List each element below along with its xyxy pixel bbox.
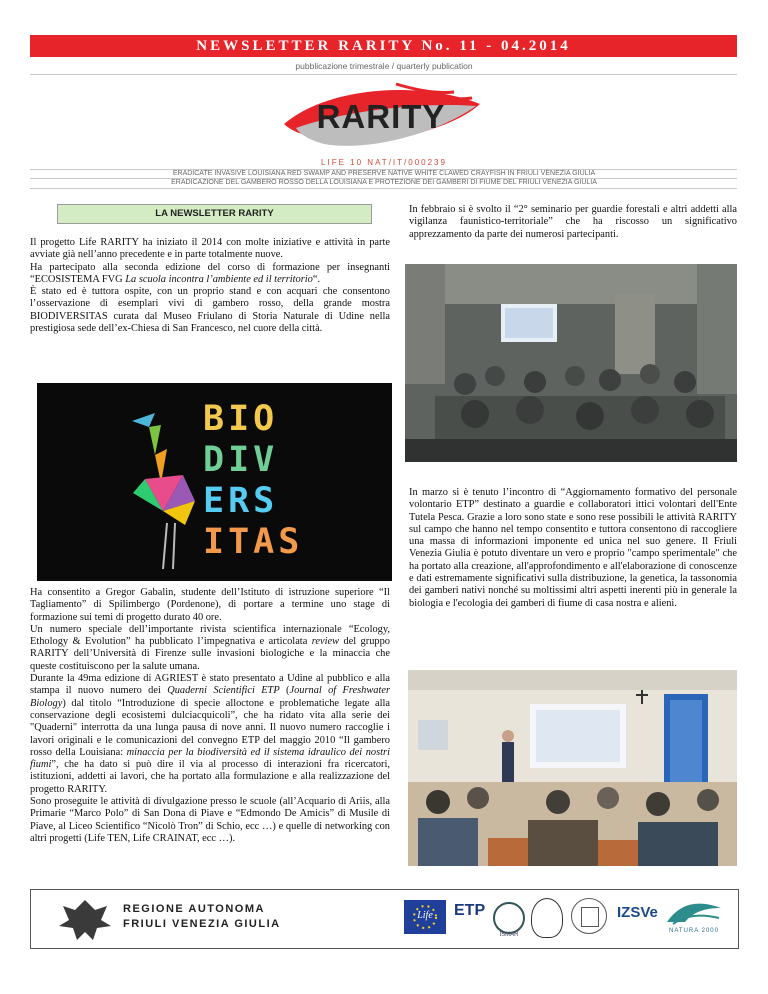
rarity-logo-text: RARITY [316, 98, 446, 135]
poster-line: DIV [203, 440, 279, 480]
left-main-text [30, 587, 390, 845]
paragraph: Sono proseguite le attività di divulgazione presso le scuole (all’Acquario di Ariis, alla Primarie “Marco Polo” di San Dona di Piave e “Edmondo De Amicis” di Musile di Piave, al Liceo Scientifico “Nicolò Tron” di Schio, ecc …) e quelle di networking con altri progetti (Life TEN, Life CRAINAT, ecc …). [30, 796, 390, 844]
ismar-logo: ISMAR [493, 902, 525, 934]
emphasis: review [311, 636, 340, 648]
publication-subtitle: pubblicazione trimestrale / quarterly publication [295, 61, 473, 71]
partner-logos-footer [30, 889, 739, 949]
poster-line: BIO [203, 399, 279, 439]
poster-line: ITAS [203, 522, 304, 562]
tagline-english: ERADICATE INVASIVE LOUISIANA RED SWAMP AND PRESERVE NATIVE WHITE CLAWED CRAYFISH IN FRIULI VENEZIA GIULIA [172, 170, 596, 177]
poster-title [203, 399, 303, 563]
newsletter-title-band [30, 35, 737, 57]
newsletter-title: NEWSLETTER RARITY No. 11 - 04.2014 [196, 38, 571, 54]
meeting-photo-graphic [408, 670, 737, 866]
natura-2000-logo: NATURA 2000 [663, 898, 725, 938]
paragraph: Ha consentito a Gregor Gabalin, studente dell’Istituto di istruzione superiore “Il Tagliamento” di Spilimbergo (Pordenone), di portare a termine uno stage di formazione sui temi di progetto durato 40 ore. [30, 587, 390, 623]
paragraph: Durante la 49ma edizione di AGRIEST è stato presentato a Udine al pubblico e alla stampa il nuovo numero dei Quaderni Scientifici ETP (Journal of Freshwater Biology) dal titolo “Introduzione di specie alloctone e problematiche legate alla conservazione degli ecosistemi dulciacquicoli”, che ha ridato vita alla serie dei "Quaderni" interrotta da una lunga pausa di nove anni. Il nuovo numero raccoglie i lavori originali e le comunicazioni del convegno ETP del maggio 2010 “Il gambero rosso della Louisiana: minaccia per la biodiversità ed il sistema idraulico dei nostri fiumi”, che ha dato si può dire il via al processo di interazioni fra ricercatori, istituzioni, addetti ai lavori, che ha portato alla formulazione e alla realizzazione del progetto RARITY. [30, 673, 391, 795]
paragraph: Il progetto Life RARITY ha iniziato il 2014 con molte iniziative e attività in parte avviate già nell’anno precedente e in parte totalmente nuove. [30, 237, 390, 261]
biodiversitas-poster [37, 383, 392, 581]
paragraph: È stato ed è tuttora ospite, con un proprio stand e con acquari che consentono l’osservazione di esemplari vivi di gambero rosso, della grande mostra BIODIVERSITAS curata dal Museo Friulano di Storia Naturale di Udine nella prestigiosa sede dell’ex-Chiesa di San Francesco, nel cuore della città. [30, 286, 390, 335]
emphasis: minaccia per la biodiversità ed il sistema idraulico dei nostri fiumi [30, 746, 390, 771]
eagle-crest-icon [55, 896, 115, 942]
paragraph: Un numero speciale dell’importante rivista scientifica internazionale “Ecology, Ethology & Evolution” ha pubblicato l’impegnativa e articolata review del gruppo RARITY dell’Università di Firenze sulle invasioni biologiche e la minaccia che queste costituiscono per la salute umana. [30, 623, 390, 672]
seminar-photo-february [405, 264, 737, 462]
paragraph: In marzo si è tenuto l’incontro di “Aggiornamento formativo del personale volontario ETP” destinato a guardie e collaboratori ittici volontari dell'Ente Tutela Pesca. Grazie a loro sono state e sono rese possibili le attività RARITY sul campo che hanno nel tempo consentito e tuttora consentono di raccogliere una massa di informazioni imponente ed unica nel suo genere. Il Friuli Venezia Giulia è potuto diventare un vero e proprio "campo sperimentale" che ha portato alla creazione, all'approfondimento e all'elaborazione di conoscenze e dati estremamente significativi sulla distribuzione, la genetica, la tassonomia dei gamberi nativi nonché su moltissimi altri aspetti inerenti più in generale la biologia e l'ecologia dei gamberi di fiume di casa nostra e alieni. [409, 487, 737, 609]
emphasis: Journal of Freshwater Biology [30, 685, 391, 709]
etp-logo: ETP [454, 902, 486, 919]
university-seal-logo [571, 898, 607, 934]
emphasis: Quaderni Scientifici ETP [167, 685, 280, 697]
right-top-text [409, 204, 737, 241]
right-mid-text [409, 487, 737, 610]
tagline-italian: ERADICAZIONE DEL GAMBERO ROSSO DELLA LOUISIANA E PROTEZIONE DEI GAMBERI DI FIUME DEL FRIULI VENEZIA GIULIA [171, 179, 597, 186]
header-divider [30, 74, 737, 75]
region-name: REGIONE AUTONOMA FRIULI VENEZIA GIULIA [123, 903, 281, 930]
paragraph: Ha partecipato alla seconda edizione del corso di formazione per insegnanti “ECOSISTEMA FVG La scuola incontra l’ambiente ed il territorio“. [30, 261, 390, 285]
natura-bird-icon [663, 898, 725, 928]
poster-line: ERS [203, 481, 279, 521]
izsve-logo: IZSVe [617, 904, 658, 921]
seal-inner [581, 907, 599, 927]
life-project-code: LIFE 10 NAT/IT/000239 [321, 158, 447, 167]
tagline-divider-bottom [30, 188, 737, 189]
rarity-logo [276, 80, 486, 156]
eu-life-logo: Life [404, 900, 446, 934]
paragraph: In febbraio si è svolto il “2° seminario per guardie forestali e altri addetti alla vigilanza faunistico-territoriale” che ha riscosso un significativo apprezzamento da parte dei numerosi partecipanti. [409, 204, 737, 240]
left-intro-text [30, 237, 390, 335]
seminar-photo-graphic [405, 264, 737, 462]
seminar-photo-march [408, 670, 737, 866]
section-heading: LA NEWSLETTER RARITY [57, 204, 372, 224]
university-crest-logo [531, 898, 563, 938]
emphasis: La scuola incontra l’ambiente ed il territorio [125, 273, 313, 285]
